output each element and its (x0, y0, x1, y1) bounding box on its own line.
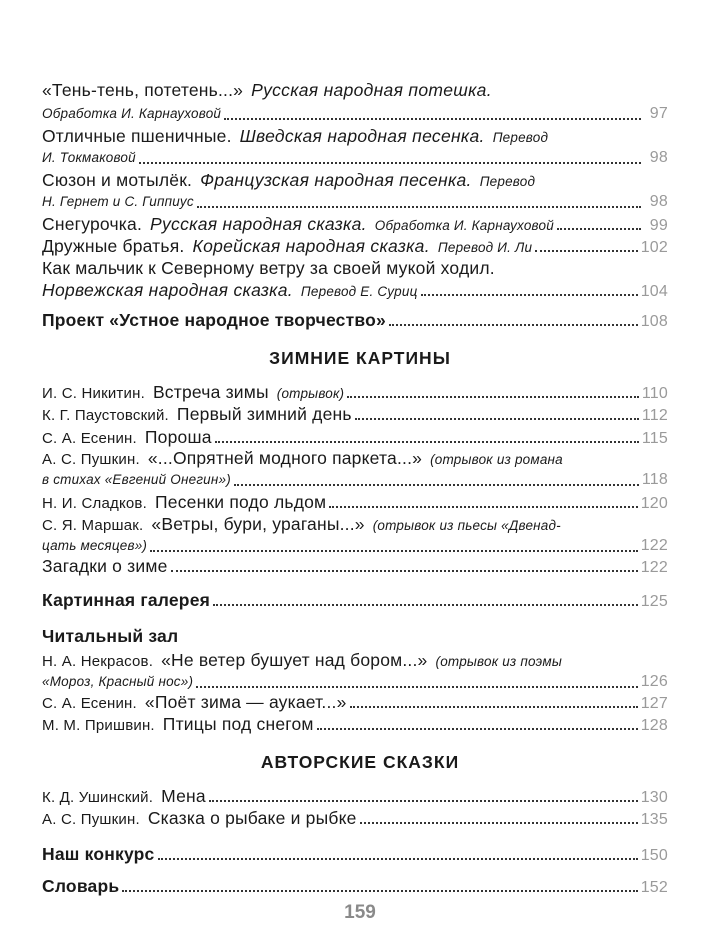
entry-title: Отличные пшеничные. (42, 126, 232, 146)
toc-dictionary (42, 874, 668, 898)
dot-leader (360, 822, 638, 824)
entry-note: в стихах «Евгений Онегин») (42, 472, 231, 487)
entry-page: 98 (649, 149, 668, 166)
entry-title: Снегурочка. (42, 214, 143, 234)
entry-author: Н. А. Некрасов. (42, 653, 154, 670)
entry-title: Песенки подо льдом (154, 492, 327, 512)
dot-leader (389, 324, 638, 326)
toc-entry (42, 690, 668, 714)
entry-genre: Шведская народная песенка. (239, 126, 485, 146)
toc-entry (42, 648, 668, 672)
dot-leader (350, 706, 638, 708)
entry-title: «Не ветер бушует над бором...» (161, 650, 428, 670)
dot-leader (171, 570, 638, 572)
dot-leader (197, 206, 641, 208)
toc-gallery (42, 588, 668, 612)
entry-title: Первый зимний день (176, 404, 352, 424)
dictionary-label: Словарь (42, 876, 120, 896)
entry-note: цать месяцев») (42, 538, 148, 553)
entry-page: 128 (640, 717, 668, 734)
toc-entry (42, 784, 668, 808)
dot-leader (158, 858, 638, 860)
entry-page: 152 (640, 879, 668, 896)
page-number: 159 (344, 902, 376, 923)
entry-note: (отрывок из романа (430, 452, 563, 467)
entry-page: 98 (649, 193, 668, 210)
toc-entry (42, 490, 668, 514)
entry-note: Перевод И. Ли (437, 240, 533, 255)
entry-note: (отрывок из пьесы «Двенад- (372, 518, 561, 533)
toc-entry (42, 554, 668, 578)
entry-title: «Ветры, бури, ураганы...» (151, 514, 365, 534)
entry-title: «Тень-тень, потетень...» (42, 80, 244, 100)
entry-page: 150 (640, 847, 668, 864)
entry-author: К. Д. Ушинский. (42, 789, 154, 806)
entry-author: М. М. Пришвин. (42, 717, 155, 734)
entry-page: 118 (641, 471, 668, 488)
entry-note: Перевод (479, 174, 536, 189)
entry-page: 97 (649, 105, 668, 122)
entry-note: И. Токмаковой (42, 150, 136, 165)
entry-title: Встреча зимы (152, 382, 269, 402)
entry-title: «...Опрятней модного паркета...» (147, 448, 423, 468)
toc-entry (42, 806, 668, 830)
reading-hall-heading: Читальный зал (42, 626, 179, 646)
section-title-authors: АВТОРСКИЕ СКАЗКИ (260, 752, 460, 772)
dot-leader (329, 506, 637, 508)
toc-entry (42, 78, 668, 102)
dot-leader (535, 250, 638, 252)
toc-entry (42, 190, 668, 214)
toc-entry (42, 380, 668, 404)
entry-page: 126 (640, 673, 668, 690)
entry-title: «Поёт зима — аукает...» (144, 692, 347, 712)
toc-contest (42, 842, 668, 866)
toc-entry (42, 168, 668, 192)
section-title-winter: ЗИМНИЕ КАРТИНЫ (269, 348, 451, 368)
entry-title: Пороша (144, 427, 212, 447)
entry-title: Сказка о рыбаке и рыбке (147, 808, 357, 828)
dot-leader (139, 162, 641, 164)
entry-page: 125 (640, 593, 668, 610)
entry-note: Н. Гернет и С. Гиппиус (42, 194, 194, 209)
entry-genre: Русская народная сказка. (150, 214, 367, 234)
entry-page: 110 (641, 385, 668, 402)
entry-title: Загадки о зиме (42, 556, 168, 576)
entry-page: 108 (640, 313, 668, 330)
entry-page: 104 (640, 283, 668, 300)
project-label: Проект «Устное народное творчество» (42, 310, 386, 330)
toc-entry (42, 124, 668, 148)
dot-leader (355, 418, 639, 420)
toc-entry (42, 212, 668, 236)
toc-entry (42, 102, 668, 126)
entry-page: 130 (640, 789, 668, 806)
toc-project (42, 308, 668, 332)
entry-genre: Русская народная потешка. (251, 80, 492, 100)
gallery-label: Картинная галерея (42, 590, 211, 610)
dot-leader (213, 604, 638, 606)
toc-entry (42, 146, 668, 170)
contest-label: Наш конкурс (42, 844, 155, 864)
entry-note: Перевод Е. Суриц (300, 284, 418, 299)
entry-page: 120 (640, 495, 668, 512)
entry-author: Н. И. Сладков. (42, 495, 147, 512)
entry-title: Дружные братья. (42, 236, 185, 256)
entry-note: Перевод (492, 130, 549, 145)
dot-leader (317, 728, 638, 730)
entry-page: 122 (640, 559, 668, 576)
entry-author: А. С. Пушкин. (42, 451, 140, 468)
entry-note: (отрывок из поэмы (435, 654, 562, 669)
entry-page: 122 (640, 537, 668, 554)
entry-page: 127 (640, 695, 668, 712)
toc-entry (42, 712, 668, 736)
entry-genre: Норвежская народная сказка. (42, 280, 293, 300)
entry-title: Птицы под снегом (162, 714, 314, 734)
entry-author: С. А. Есенин. (42, 430, 137, 447)
dot-leader (234, 484, 639, 486)
entry-note: Обработка И. Карнауховой (374, 218, 554, 233)
entry-author: К. Г. Паустовский. (42, 407, 169, 424)
toc-entry (42, 402, 668, 426)
entry-genre: Французская народная песенка. (200, 170, 472, 190)
toc-entry (42, 446, 668, 470)
entry-title: Мена (161, 786, 206, 806)
dot-leader (557, 228, 641, 230)
entry-author: А. С. Пушкин. (42, 811, 140, 828)
dot-leader (215, 441, 639, 443)
entry-page: 115 (641, 430, 668, 447)
toc-entry (42, 468, 668, 492)
toc-entry (42, 512, 668, 536)
dot-leader (196, 686, 638, 688)
entry-author: С. А. Есенин. (42, 695, 137, 712)
dot-leader (347, 396, 639, 398)
entry-page: 135 (640, 811, 668, 828)
toc-entry (42, 234, 668, 258)
entry-genre: Корейская народная сказка. (192, 236, 430, 256)
dot-leader (421, 294, 638, 296)
dot-leader (150, 550, 638, 552)
entry-note: (отрывок) (276, 386, 345, 401)
entry-page: 102 (640, 239, 668, 256)
entry-author: С. Я. Маршак. (42, 517, 144, 534)
dot-leader (122, 890, 637, 892)
entry-title: Сюзон и мотылёк. (42, 170, 193, 190)
toc-entry (42, 256, 668, 280)
entry-note: Обработка И. Карнауховой (42, 106, 222, 121)
dot-leader (224, 118, 641, 120)
entry-title: Как мальчик к Северному ветру за своей мукой ходил. (42, 258, 495, 278)
entry-page: 99 (649, 217, 668, 234)
entry-author: И. С. Никитин. (42, 385, 145, 402)
toc-entry (42, 278, 668, 302)
entry-note: «Мороз, Красный нос») (42, 674, 194, 689)
dot-leader (209, 800, 638, 802)
entry-page: 112 (641, 407, 668, 424)
